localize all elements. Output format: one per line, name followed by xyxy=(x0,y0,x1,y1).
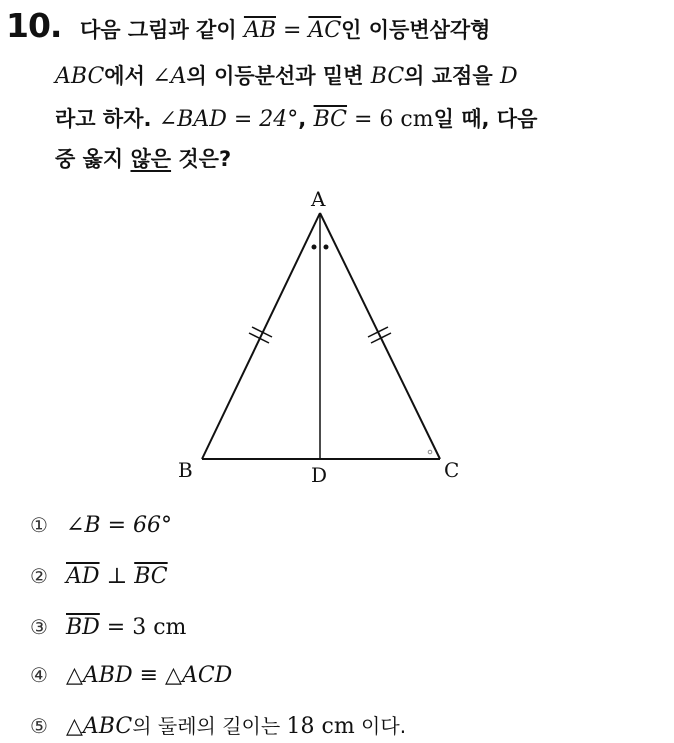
question-line-3 xyxy=(55,103,537,133)
segment-ac: $\overline{AC}$ xyxy=(308,18,342,43)
option-number: ③ xyxy=(30,615,48,639)
option-text: 의 둘레의 길이는 xyxy=(132,714,287,738)
triangle-figure xyxy=(0,180,674,490)
label-c: C xyxy=(444,458,460,482)
option-4[interactable] xyxy=(30,663,232,688)
angle-mark-c xyxy=(428,450,432,454)
question-line-1 xyxy=(80,14,490,44)
text: 인 이등변삼각형 xyxy=(341,18,491,42)
label-d: D xyxy=(311,463,328,487)
perimeter-value: 18 cm xyxy=(286,714,355,739)
label-a: A xyxy=(311,187,326,211)
option-number: ⑤ xyxy=(30,714,48,738)
angle-bad: ∠BAD = 24° xyxy=(158,107,299,132)
comma: , xyxy=(298,107,314,131)
segment-bc: $\overline{BC}$ xyxy=(134,564,168,589)
option-5[interactable] xyxy=(30,710,406,739)
label-b: B xyxy=(178,458,193,482)
option-number: ① xyxy=(30,513,48,537)
segment-bd: $\overline{BD}$ xyxy=(66,615,100,640)
option-1[interactable] xyxy=(30,513,172,538)
angle-mark-left xyxy=(312,245,317,250)
side-ac xyxy=(320,213,440,459)
angle-mark-right xyxy=(324,245,329,250)
question-line-2 xyxy=(55,60,518,90)
length-value: = 6 cm xyxy=(347,107,434,132)
segment-ab: $\overline{AB}$ xyxy=(243,18,276,43)
text: 라고 하자. xyxy=(55,107,159,131)
angle-a: ∠A xyxy=(152,64,187,89)
text: 일 때, 다음 xyxy=(433,107,538,131)
option-number: ④ xyxy=(30,663,48,687)
option-text: = 3 cm xyxy=(99,615,187,640)
text: 의 이등분선과 밑변 xyxy=(186,64,371,88)
option-3[interactable] xyxy=(30,615,186,640)
segment-bc: $\overline{BC}$ xyxy=(313,107,348,132)
option-text: ∠B = 66° xyxy=(66,513,173,538)
option-2[interactable] xyxy=(30,564,168,589)
point-d: D xyxy=(499,64,518,89)
side-ab xyxy=(202,213,320,459)
option-text: 이다. xyxy=(354,714,407,738)
triangle-abc: △ABC xyxy=(66,714,133,739)
equals: = xyxy=(276,18,309,43)
segment-ad: $\overline{AD}$ xyxy=(66,564,100,589)
triangle-abc: ABC xyxy=(55,64,105,89)
text: 중 옳지 xyxy=(55,147,131,171)
question-line-4 xyxy=(55,143,231,173)
question-number: 10. xyxy=(6,6,62,45)
option-number: ② xyxy=(30,564,48,588)
text: 다음 그림과 같이 xyxy=(80,18,244,42)
segment-bc: BC xyxy=(370,64,405,89)
text: 의 교점을 xyxy=(404,64,500,88)
option-text: △ABD ≡ △ACD xyxy=(66,663,233,688)
underlined-not: 않은 xyxy=(130,147,172,171)
text: 에서 xyxy=(104,64,153,88)
perpendicular-symbol: ⊥ xyxy=(99,564,135,589)
text: 것은? xyxy=(171,147,232,171)
